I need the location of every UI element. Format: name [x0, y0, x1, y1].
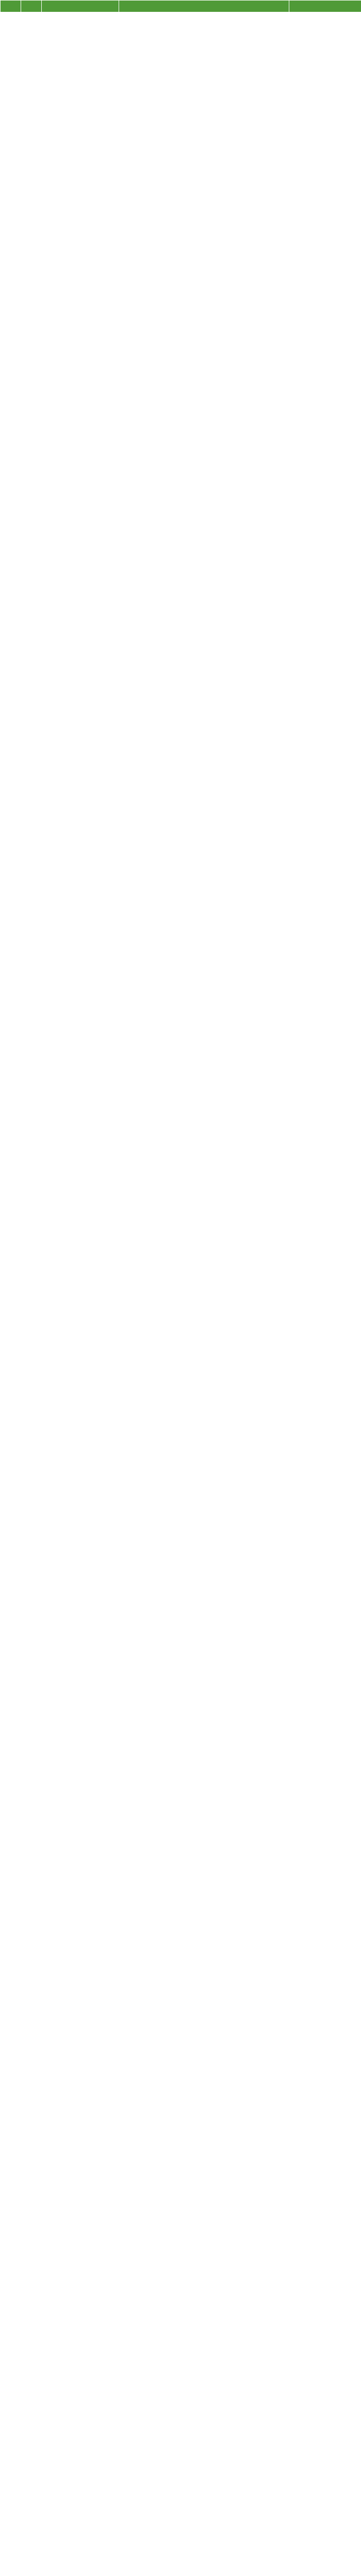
header-cell: [1, 1, 21, 12]
header-cell: [119, 1, 289, 12]
data-table: [0, 0, 361, 12]
header-row: [1, 1, 361, 12]
header-cell: [289, 1, 361, 12]
header-cell: [42, 1, 119, 12]
header-cell: [21, 1, 42, 12]
